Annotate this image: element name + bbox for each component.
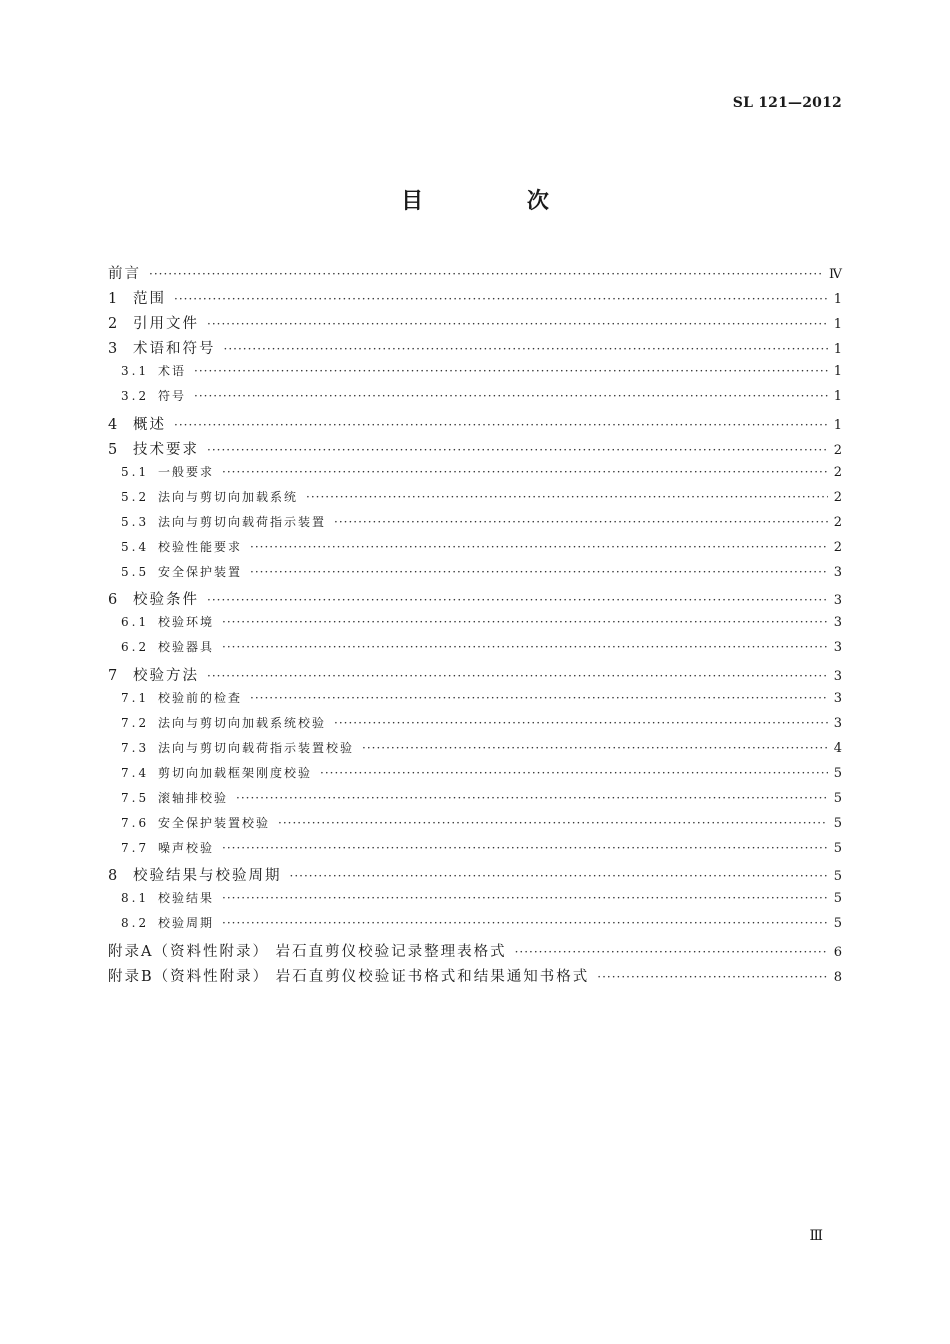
toc-entry-title: 校验前的检查	[158, 690, 243, 705]
toc-entry-number: 3	[108, 341, 120, 358]
toc-entry[interactable]	[108, 362, 842, 387]
toc-entry-page: 5	[833, 869, 842, 885]
toc-entry-title: 引用文件	[133, 316, 199, 333]
dot-leader	[207, 443, 828, 457]
toc-entry-page: 1	[833, 317, 842, 333]
toc-entry[interactable]	[108, 889, 842, 914]
dot-leader	[194, 364, 828, 378]
toc-entry-page: 2	[833, 489, 842, 505]
toc-entry-number: 5.4	[121, 540, 150, 555]
dot-leader	[222, 891, 828, 905]
dot-leader	[250, 691, 828, 705]
toc-entry-page: 1	[833, 292, 842, 308]
toc-entry-page: 3	[833, 565, 842, 581]
dot-leader	[334, 716, 828, 730]
dot-leader	[250, 565, 828, 579]
toc-entry-title: 校验方法	[133, 667, 199, 684]
toc-entry-title: 附录A（资料性附录） 岩石直剪仪校验记录整理表格式	[108, 943, 507, 960]
toc-entry-number: 5.5	[121, 565, 150, 580]
toc-entry[interactable]	[108, 739, 842, 764]
toc-entry-page: 1	[833, 364, 842, 380]
toc-entry[interactable]	[108, 287, 842, 312]
toc-entry-page: 3	[833, 593, 842, 609]
toc-entry-title: 法向与剪切向加载系统	[158, 489, 299, 504]
toc-entry-page: 6	[833, 944, 842, 960]
toc-entry-title: 安全保护装置	[158, 565, 243, 580]
toc-entry-number: 7.5	[121, 790, 150, 805]
toc-entry-page: 3	[833, 715, 842, 731]
toc-entry-page: 5	[833, 916, 842, 932]
toc-entry-title: 校验环境	[158, 615, 215, 630]
toc-entry[interactable]	[108, 413, 842, 438]
toc-entry-number: 2	[108, 316, 120, 333]
toc-entry[interactable]	[108, 337, 842, 362]
table-of-contents	[108, 262, 842, 990]
toc-entry-page: 3	[833, 615, 842, 631]
toc-entry-page: 5	[833, 841, 842, 857]
dot-leader	[207, 593, 828, 607]
toc-entry-page: 3	[833, 640, 842, 656]
toc-entry-title: 校验器具	[158, 640, 215, 655]
toc-entry-title: 术语和符号	[133, 341, 216, 358]
dot-leader	[224, 342, 828, 356]
toc-entry[interactable]	[108, 463, 842, 488]
toc-entry[interactable]	[108, 664, 842, 689]
toc-entry-title: 校验条件	[133, 592, 199, 609]
toc-entry[interactable]	[108, 613, 842, 638]
toc-entry-page: 5	[833, 816, 842, 832]
toc-entry-page: 5	[833, 891, 842, 907]
toc-entry-title: 符号	[158, 389, 187, 404]
toc-entry-number: 5.1	[121, 464, 150, 479]
toc-entry[interactable]	[108, 839, 842, 864]
toc-entry-number: 3.1	[121, 364, 150, 379]
toc-entry-number: 7.7	[121, 841, 150, 856]
toc-entry-title: 法向与剪切向加载系统校验	[158, 715, 327, 730]
toc-entry-page: 2	[833, 464, 842, 480]
toc-entry-title: 附录B（资料性附录） 岩石直剪仪校验证书格式和结果通知书格式	[108, 968, 590, 985]
toc-entry-page: 1	[833, 417, 842, 433]
toc-entry-number: 7.2	[121, 715, 150, 730]
toc-entry-title: 校验结果	[158, 891, 215, 906]
dot-leader	[222, 465, 828, 479]
dot-leader	[236, 791, 828, 805]
toc-entry-page: Ⅳ	[829, 267, 842, 282]
toc-entry[interactable]	[108, 563, 842, 588]
toc-entry-title: 滚轴排校验	[158, 790, 229, 805]
toc-entry-number: 6.1	[121, 615, 150, 630]
toc-entry-number: 7.4	[121, 765, 150, 780]
toc-entry-page: 2	[833, 442, 842, 458]
toc-entry-title: 技术要求	[133, 441, 199, 458]
toc-entry[interactable]	[108, 387, 842, 412]
toc-entry-number: 7.1	[121, 690, 150, 705]
toc-entry-number: 8	[108, 868, 120, 885]
dot-leader	[290, 869, 828, 883]
toc-entry-title: 噪声校验	[158, 841, 215, 856]
toc-entry-title: 校验结果与校验周期	[133, 868, 282, 885]
dot-leader	[207, 669, 828, 683]
toc-entry-page: 5	[833, 765, 842, 781]
dot-leader	[320, 766, 828, 780]
toc-entry[interactable]	[108, 638, 842, 663]
toc-entry-page: 8	[833, 969, 842, 985]
toc-entry-title: 概述	[133, 416, 166, 433]
toc-entry-title: 安全保护装置校验	[158, 816, 271, 831]
toc-entry-title: 剪切向加载框架刚度校验	[158, 765, 313, 780]
dot-leader	[207, 317, 828, 331]
toc-entry-title: 一般要求	[158, 464, 215, 479]
toc-entry[interactable]	[108, 764, 842, 789]
toc-entry-number: 5.2	[121, 489, 150, 504]
toc-entry[interactable]	[108, 914, 842, 939]
dot-leader	[222, 615, 828, 629]
dot-leader	[222, 640, 828, 654]
toc-entry-page: 3	[833, 690, 842, 706]
toc-entry[interactable]	[108, 262, 842, 287]
toc-entry-title: 前言	[108, 266, 141, 282]
toc-entry-page: 2	[833, 540, 842, 556]
toc-entry[interactable]	[108, 965, 842, 990]
toc-entry-page: 1	[833, 342, 842, 358]
toc-entry-number: 5	[108, 441, 120, 458]
dot-leader	[250, 540, 828, 554]
toc-entry-number: 7.6	[121, 816, 150, 831]
toc-entry-number: 5.3	[121, 514, 150, 529]
dot-leader	[174, 292, 828, 306]
toc-entry[interactable]	[108, 940, 842, 965]
page-number: Ⅲ	[809, 1228, 823, 1244]
toc-entry[interactable]	[108, 488, 842, 513]
toc-entry[interactable]	[108, 689, 842, 714]
toc-entry-number: 7.3	[121, 740, 150, 755]
toc-entry-number: 8.1	[121, 891, 150, 906]
toc-entry-number: 6	[108, 592, 120, 609]
toc-entry[interactable]	[108, 538, 842, 563]
toc-entry-number: 3.2	[121, 389, 150, 404]
dot-leader	[278, 816, 828, 830]
dot-leader	[515, 945, 828, 959]
toc-entry-number: 1	[108, 291, 120, 308]
toc-entry[interactable]	[108, 513, 842, 538]
toc-entry-number: 4	[108, 416, 120, 433]
toc-entry-page: 5	[833, 790, 842, 806]
dot-leader	[362, 741, 828, 755]
dot-leader	[222, 841, 828, 855]
dot-leader	[149, 267, 823, 281]
dot-leader	[306, 490, 828, 504]
toc-entry[interactable]	[108, 588, 842, 613]
dot-leader	[597, 970, 827, 984]
toc-entry[interactable]	[108, 438, 842, 463]
toc-entry-title: 法向与剪切向载荷指示装置校验	[158, 740, 355, 755]
toc-entry-title: 校验周期	[158, 916, 215, 931]
toc-entry-number: 8.2	[121, 916, 150, 931]
toc-entry[interactable]	[108, 714, 842, 739]
toc-entry-title: 法向与剪切向载荷指示装置	[158, 514, 327, 529]
dot-leader	[222, 916, 828, 930]
dot-leader	[334, 515, 828, 529]
toc-entry-number: 6.2	[121, 640, 150, 655]
toc-entry-page: 3	[833, 668, 842, 684]
toc-entry-number: 7	[108, 667, 120, 684]
toc-entry-page: 1	[833, 389, 842, 405]
toc-entry[interactable]	[108, 814, 842, 839]
standard-number: SL 121—2012	[732, 95, 842, 111]
toc-entry-page: 4	[833, 740, 842, 756]
toc-entry[interactable]	[108, 864, 842, 889]
dot-leader	[174, 418, 828, 432]
toc-entry-page: 2	[833, 514, 842, 530]
toc-entry-title: 术语	[158, 364, 187, 379]
page-title: 目 次	[401, 189, 597, 214]
toc-entry-title: 校验性能要求	[158, 540, 243, 555]
toc-entry-title: 范围	[133, 291, 166, 308]
dot-leader	[194, 389, 828, 403]
toc-entry[interactable]	[108, 789, 842, 814]
toc-entry[interactable]	[108, 312, 842, 337]
